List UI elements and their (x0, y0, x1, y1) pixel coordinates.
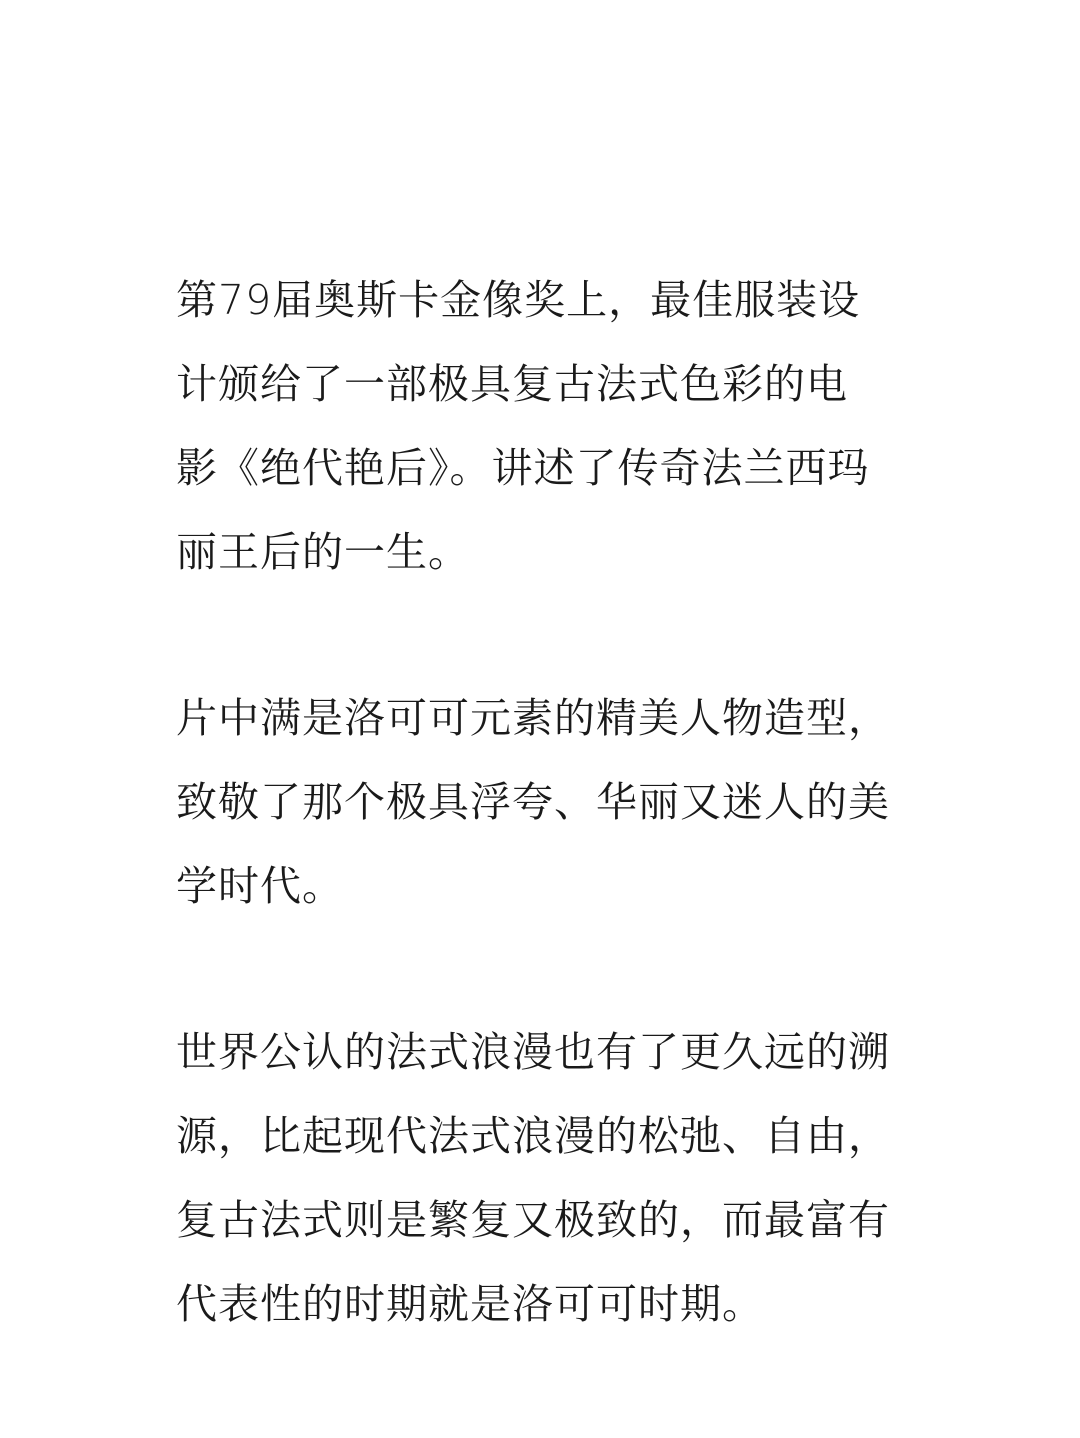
paragraph-spacer (176, 594, 906, 676)
text-line: 世界公认的法式浪漫也有了更久远的溯 (176, 1028, 890, 1076)
paragraph-rococo-styling (176, 676, 906, 928)
text-line: 源，比起现代法式浪漫的松弛、自由， (176, 1112, 890, 1160)
text-line: 复古法式则是繁复又极致的，而最富有 (176, 1196, 890, 1244)
paragraph-french-romance (176, 1010, 906, 1346)
article-body (176, 258, 906, 1346)
paragraph-oscar-costume (176, 258, 906, 594)
text-line: 丽王后的一生。 (176, 528, 470, 576)
text-line: 学时代。 (176, 862, 344, 910)
paragraph-spacer (176, 928, 906, 1010)
text-line: 计颁给了一部极具复古法式色彩的电 (176, 360, 848, 408)
text-line: 代表性的时期就是洛可可时期。 (176, 1280, 764, 1328)
text-line: 影《绝代艳后》。讲述了传奇法兰西玛 (176, 444, 870, 492)
text-line: 第79届奥斯卡金像奖上，最佳服装设 (176, 276, 861, 324)
text-line: 致敬了那个极具浮夸、华丽又迷人的美 (176, 778, 890, 826)
text-line: 片中满是洛可可元素的精美人物造型， (176, 694, 890, 742)
